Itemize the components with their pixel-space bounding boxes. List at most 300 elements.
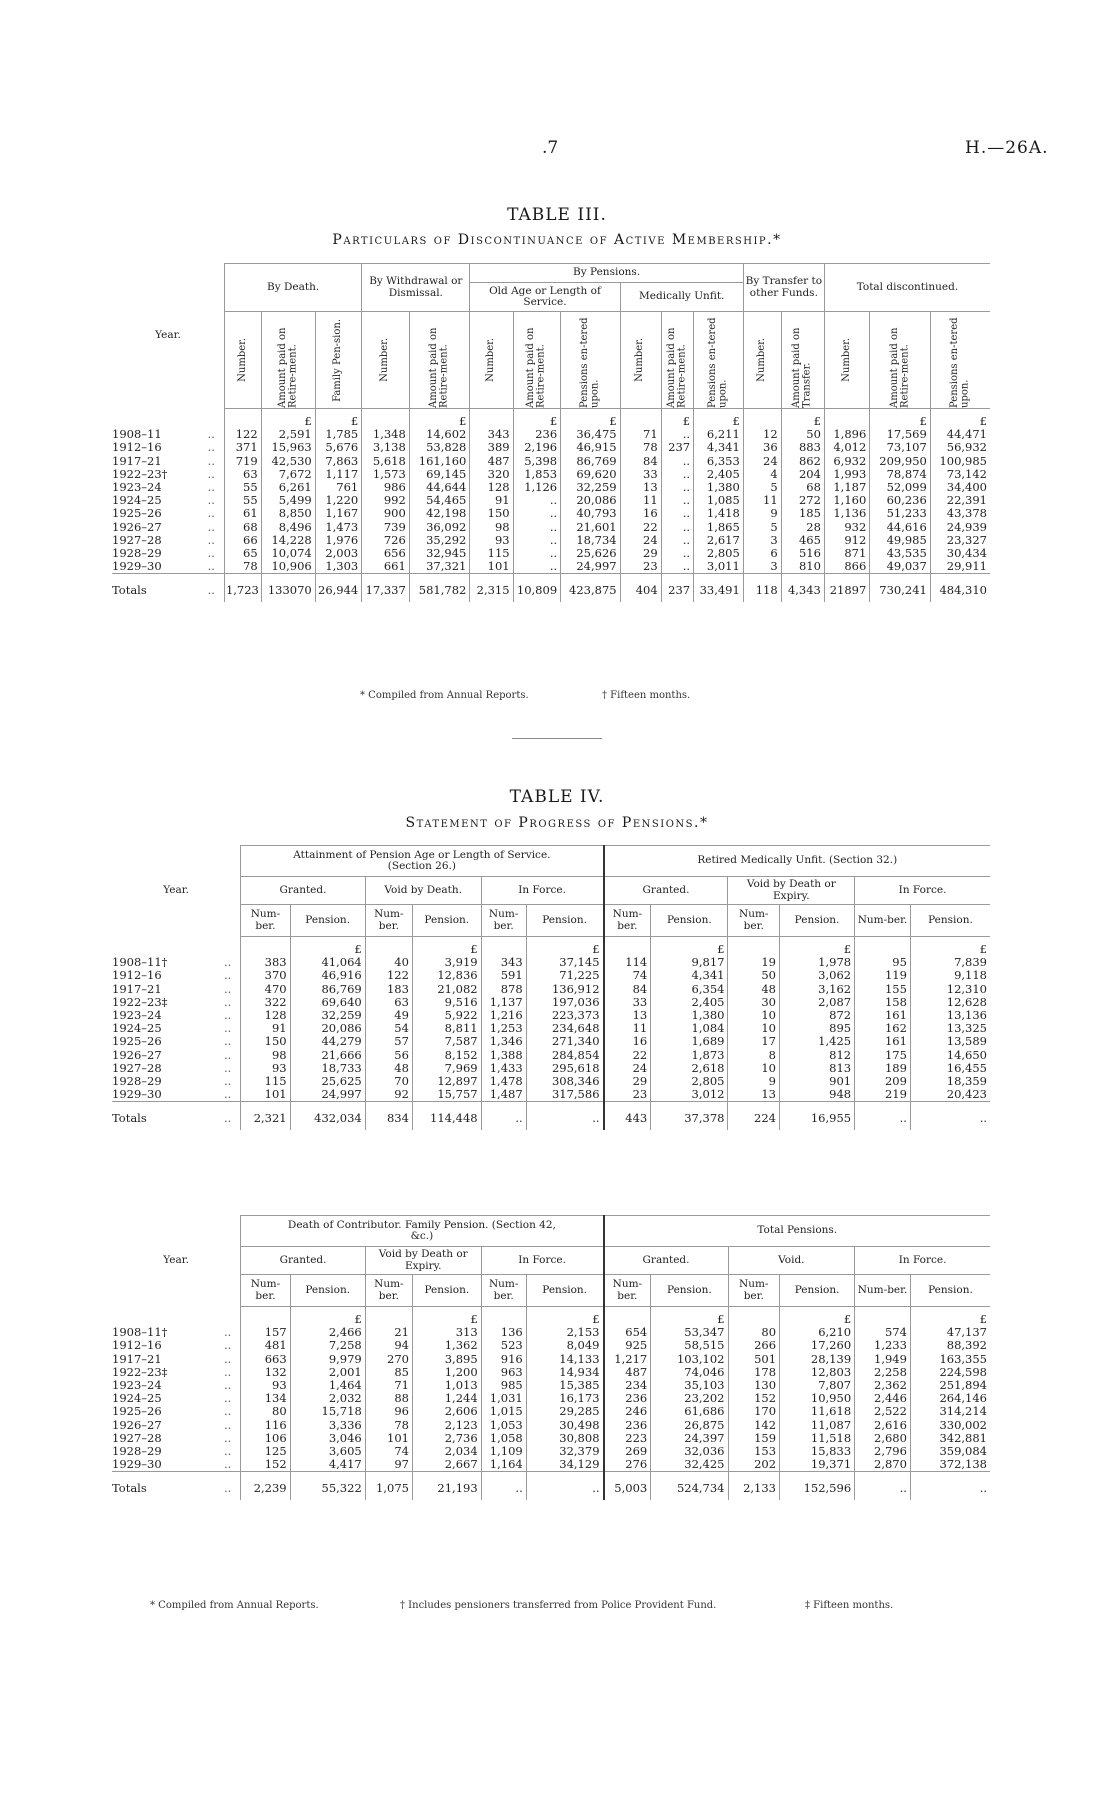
- table-cell: 236: [604, 1392, 651, 1405]
- row-dots-wrap: [224, 1339, 231, 1352]
- table-cell: 115: [470, 547, 513, 560]
- table-cell: 29: [604, 1075, 651, 1088]
- totals-label: Totals: [112, 1481, 147, 1496]
- table-cell: 1,136: [824, 507, 869, 520]
- table-cell: 114: [604, 956, 651, 969]
- table-cell: 11: [743, 494, 781, 507]
- table-row: [112, 1049, 990, 1062]
- row-year: [112, 1035, 241, 1048]
- table-cell: 159: [728, 1432, 780, 1445]
- table-cell: 1,109: [481, 1445, 526, 1458]
- table-cell: 43,378: [930, 507, 990, 520]
- table4-part1-col-header: Num-ber.: [365, 905, 412, 937]
- table-cell: 132: [241, 1366, 290, 1379]
- table-cell: 34,400: [930, 481, 990, 494]
- table-cell: 14,934: [526, 1366, 603, 1379]
- table4-part2-col-header: Pension.: [412, 1275, 481, 1307]
- table4-part1-col-header: Num-ber.: [241, 905, 290, 937]
- table-row: [112, 1379, 990, 1392]
- table-cell: 78: [365, 1419, 412, 1432]
- table-cell: 68: [781, 481, 824, 494]
- totals-leader-dots: ..: [223, 1481, 232, 1496]
- table-cell: 70: [365, 1075, 412, 1088]
- table-cell: 2,196: [513, 441, 561, 454]
- row-dots-wrap: [224, 1419, 231, 1432]
- table-cell: 719: [224, 455, 261, 468]
- table-cell: 10,906: [261, 560, 315, 574]
- table-cell: 656: [362, 547, 410, 560]
- table-cell: 871: [824, 547, 869, 560]
- table-cell: 116: [241, 1419, 290, 1432]
- pound-sign: [728, 1307, 780, 1327]
- table-cell: 269: [604, 1445, 651, 1458]
- row-year-label: 1908–11†: [112, 956, 168, 970]
- table4-part2-col-header: Num-ber.: [728, 1275, 780, 1307]
- table-cell: ..: [513, 560, 561, 574]
- table-cell: 2,032: [290, 1392, 365, 1405]
- pound-sign: [241, 937, 290, 957]
- table-cell: 29,911: [930, 560, 990, 574]
- table3-group-total: Total discontinued.: [824, 264, 990, 312]
- pound-sign: [604, 937, 651, 957]
- row-year: [112, 428, 224, 441]
- row-dots-wrap: [208, 521, 215, 534]
- table-cell: 2,870: [855, 1458, 911, 1472]
- table3-col-header-text: Family Pen-sion.: [332, 318, 344, 402]
- table-cell: 3: [743, 534, 781, 547]
- pound-sign: £: [870, 409, 931, 429]
- table-cell: 3,046: [290, 1432, 365, 1445]
- pound-sign: [224, 409, 261, 429]
- row-year-label: 1922–23‡: [112, 1365, 168, 1379]
- table-cell: 73,142: [930, 468, 990, 481]
- table-cell: 18,734: [561, 534, 620, 547]
- table-cell: 52,099: [870, 481, 931, 494]
- table-cell: 371: [224, 441, 261, 454]
- table-row: [112, 547, 990, 560]
- table-row: [112, 1062, 990, 1075]
- row-dots-wrap: [208, 547, 215, 560]
- table-cell: 1,220: [315, 494, 362, 507]
- table-cell: 17,260: [780, 1339, 855, 1352]
- table4-part1-col-header: Num-ber.: [855, 905, 911, 937]
- table-cell: 465: [781, 534, 824, 547]
- table-cell: 80: [241, 1405, 290, 1418]
- row-year-label: 1917–21: [112, 454, 162, 468]
- table-cell: 663: [241, 1353, 290, 1366]
- table-cell: 15,385: [526, 1379, 603, 1392]
- row-leader-dots: ..: [207, 428, 215, 442]
- table-cell: 21,082: [412, 983, 481, 996]
- table3-col-header-text: Amount paid on Retire-ment.: [525, 327, 547, 408]
- row-leader-dots: ..: [223, 1022, 232, 1036]
- totals-label: Totals: [112, 1111, 147, 1126]
- table-cell: 1,117: [315, 468, 362, 481]
- table-cell: 1,053: [481, 1419, 526, 1432]
- table-cell: 574: [855, 1326, 911, 1339]
- totals-dots-wrap: [224, 1112, 231, 1125]
- table-row: [112, 441, 990, 454]
- table-cell: 2,667: [412, 1458, 481, 1472]
- table-cell: 74,046: [651, 1366, 728, 1379]
- table4-part2-sub-header: Granted.: [241, 1247, 365, 1275]
- table-cell: 6,354: [651, 983, 728, 996]
- totals-cell: 152,596: [780, 1472, 855, 1500]
- table-cell: 236: [604, 1419, 651, 1432]
- pound-sign-row: [112, 937, 990, 957]
- table-cell: 152: [241, 1458, 290, 1472]
- table-cell: 36,475: [561, 428, 620, 441]
- totals-cell: 2,133: [728, 1472, 780, 1500]
- page-number: .7: [542, 138, 559, 158]
- table-cell: 246: [604, 1405, 651, 1418]
- table-cell: 101: [365, 1432, 412, 1445]
- totals-cell: 423,875: [561, 574, 620, 602]
- table-cell: 21: [365, 1326, 412, 1339]
- table-cell: 8,152: [412, 1049, 481, 1062]
- table-cell: 314,214: [910, 1405, 990, 1418]
- table3-group-transfer: By Transfer to other Funds.: [743, 264, 824, 312]
- table-cell: 12,803: [780, 1366, 855, 1379]
- table-cell: 7,839: [910, 956, 990, 969]
- table-cell: 4: [743, 468, 781, 481]
- table-cell: 24,397: [651, 1432, 728, 1445]
- table-cell: 68: [224, 521, 261, 534]
- table-cell: 115: [241, 1075, 290, 1088]
- table-cell: 100,985: [930, 455, 990, 468]
- table-row: [112, 969, 990, 982]
- table-cell: 916: [481, 1353, 526, 1366]
- table4-part1-col-header: Pension.: [526, 905, 603, 937]
- table-cell: 55: [224, 494, 261, 507]
- table-cell: 44,644: [409, 481, 470, 494]
- table-row: [112, 1035, 990, 1048]
- table-cell: 264,146: [910, 1392, 990, 1405]
- table-cell: 1,473: [315, 521, 362, 534]
- table-cell: 48: [365, 1062, 412, 1075]
- row-year-label: 1927–28: [112, 1061, 162, 1075]
- table-row: [112, 1022, 990, 1035]
- table-cell: 284,854: [526, 1049, 603, 1062]
- table-row: [112, 468, 990, 481]
- table-cell: 8,811: [412, 1022, 481, 1035]
- totals-cell: 484,310: [930, 574, 990, 602]
- table-cell: 122: [365, 969, 412, 982]
- table-cell: 71,225: [526, 969, 603, 982]
- row-year: [112, 521, 224, 534]
- totals-cell: 2,315: [470, 574, 513, 602]
- table3-year-header: Year.: [112, 264, 224, 409]
- row-leader-dots: ..: [223, 1009, 232, 1023]
- table-cell: 3,605: [290, 1445, 365, 1458]
- table4-part2-col-header: Pension.: [651, 1275, 728, 1307]
- row-year: [112, 1366, 241, 1379]
- table-cell: 2,591: [261, 428, 315, 441]
- table-row: [112, 1353, 990, 1366]
- table-cell: 1,380: [694, 481, 744, 494]
- table-cell: 74: [365, 1445, 412, 1458]
- table-cell: 23,327: [930, 534, 990, 547]
- table-cell: ..: [661, 468, 693, 481]
- table-cell: 1,015: [481, 1405, 526, 1418]
- row-year-label: 1923–24: [112, 1009, 162, 1023]
- table4-part1-col-header: Pension.: [651, 905, 728, 937]
- row-leader-dots: ..: [223, 1458, 232, 1472]
- table4-part2-col-header: Num-ber.: [855, 1275, 911, 1307]
- table-cell: 2,153: [526, 1326, 603, 1339]
- row-leader-dots: ..: [223, 1392, 232, 1406]
- table-row: [112, 1088, 990, 1102]
- row-year-label: 1924–25: [112, 494, 162, 508]
- table-cell: 56: [365, 1049, 412, 1062]
- row-year-label: 1922–23†: [112, 467, 168, 481]
- document-code: H.—26A.: [965, 138, 1049, 158]
- table-row: [112, 534, 990, 547]
- table-cell: 2,362: [855, 1379, 911, 1392]
- table-cell: 11: [620, 494, 661, 507]
- row-leader-dots: ..: [223, 1339, 232, 1353]
- pound-sign: £: [526, 937, 603, 957]
- table-cell: ..: [661, 534, 693, 547]
- pound-sign: [855, 937, 911, 957]
- table-cell: 49,037: [870, 560, 931, 574]
- table-cell: 53,347: [651, 1326, 728, 1339]
- table-cell: 158: [855, 996, 911, 1009]
- table-cell: 1,418: [694, 507, 744, 520]
- row-year-label: 1928–29: [112, 1445, 162, 1459]
- pound-sign: £: [780, 1307, 855, 1327]
- row-year-label: 1924–25: [112, 1392, 162, 1406]
- table-cell: 209,950: [870, 455, 931, 468]
- table-cell: 1,976: [315, 534, 362, 547]
- table-cell: 44,471: [930, 428, 990, 441]
- table-cell: 322: [241, 996, 290, 1009]
- table-cell: 343: [470, 428, 513, 441]
- table3-col-header: [224, 312, 261, 409]
- table-cell: 37,321: [409, 560, 470, 574]
- table-cell: 103,102: [651, 1353, 728, 1366]
- table-cell: 810: [781, 560, 824, 574]
- table-cell: 41,064: [290, 956, 365, 969]
- table-cell: 66: [224, 534, 261, 547]
- row-dots-wrap: [224, 1432, 231, 1445]
- table-cell: 2,466: [290, 1326, 365, 1339]
- table-cell: 270: [365, 1353, 412, 1366]
- table4-part1-col-header: Pension.: [290, 905, 365, 937]
- table-cell: 35,292: [409, 534, 470, 547]
- table4-part2-col-header: Num-ber.: [365, 1275, 412, 1307]
- row-dots-wrap: [224, 1062, 231, 1075]
- row-year: [112, 494, 224, 507]
- pound-sign: [365, 1307, 412, 1327]
- table-cell: 224,598: [910, 1366, 990, 1379]
- totals-cell: 21,193: [412, 1472, 481, 1500]
- table-cell: 40,793: [561, 507, 620, 520]
- table-cell: 10,074: [261, 547, 315, 560]
- table3-group-death: By Death.: [224, 264, 361, 312]
- table-cell: 34,129: [526, 1458, 603, 1472]
- row-dots-wrap: [224, 1022, 231, 1035]
- table-cell: 2,446: [855, 1392, 911, 1405]
- row-year-label: 1927–28: [112, 533, 162, 547]
- row-leader-dots: ..: [223, 982, 232, 996]
- table-cell: 32,945: [409, 547, 470, 560]
- table-cell: 30,808: [526, 1432, 603, 1445]
- row-dots-wrap: [208, 494, 215, 507]
- row-dots-wrap: [208, 428, 215, 441]
- table-cell: 2,001: [290, 1366, 365, 1379]
- table-cell: 101: [241, 1088, 290, 1102]
- pound-row-spacer: [112, 409, 224, 429]
- table-cell: 11,618: [780, 1405, 855, 1418]
- table-cell: 16,173: [526, 1392, 603, 1405]
- table-cell: 516: [781, 547, 824, 560]
- table3-subtitle: Particulars of Discontinuance of Active Membership.*: [332, 232, 782, 248]
- table-row: [112, 1392, 990, 1405]
- table-cell: ..: [661, 455, 693, 468]
- totals-cell: ..: [481, 1102, 526, 1130]
- table-cell: ..: [661, 494, 693, 507]
- table-cell: ..: [661, 481, 693, 494]
- table4-part2-col-header: Pension.: [910, 1275, 990, 1307]
- table-row: [112, 428, 990, 441]
- row-dots-wrap: [224, 1035, 231, 1048]
- table-cell: 6,353: [694, 455, 744, 468]
- totals-row: [112, 574, 990, 602]
- table-cell: 25,625: [290, 1075, 365, 1088]
- row-dots-wrap: [208, 455, 215, 468]
- table4-subtitle: Statement of Progress of Pensions.*: [405, 815, 709, 831]
- totals-cell: 432,034: [290, 1102, 365, 1130]
- table-cell: 128: [470, 481, 513, 494]
- table-cell: 23: [620, 560, 661, 574]
- table-cell: 29: [620, 547, 661, 560]
- table-cell: 912: [824, 534, 869, 547]
- table-cell: 28,139: [780, 1353, 855, 1366]
- table-row: [112, 1432, 990, 1445]
- table3-col-header-text: Amount paid on Retire-ment.: [665, 327, 688, 408]
- pound-sign: [362, 409, 410, 429]
- table-cell: 44,616: [870, 521, 931, 534]
- pound-sign: £: [412, 1307, 481, 1327]
- table-cell: 223,373: [526, 1009, 603, 1022]
- table-cell: 1,031: [481, 1392, 526, 1405]
- table-cell: 161,160: [409, 455, 470, 468]
- pound-sign: £: [513, 409, 561, 429]
- table-cell: 98: [470, 521, 513, 534]
- table-cell: 44,279: [290, 1035, 365, 1048]
- table-cell: 2,123: [412, 1419, 481, 1432]
- table-cell: 162: [855, 1022, 911, 1035]
- table-cell: 2,618: [651, 1062, 728, 1075]
- pound-sign: £: [261, 409, 315, 429]
- table-cell: 1,164: [481, 1458, 526, 1472]
- table-row: [112, 1458, 990, 1472]
- table-cell: 3,162: [779, 983, 854, 996]
- table3-group-old-age: Old Age or Length of Service.: [470, 283, 620, 312]
- table4-part1: [112, 845, 990, 1130]
- row-leader-dots: ..: [223, 1035, 232, 1049]
- row-dots-wrap: [224, 1326, 231, 1339]
- row-year: [112, 507, 224, 520]
- table-cell: 372,138: [910, 1458, 990, 1472]
- table-cell: 155: [855, 983, 911, 996]
- table-cell: 234: [604, 1379, 651, 1392]
- table-cell: 591: [481, 969, 526, 982]
- table-cell: 91: [241, 1022, 290, 1035]
- table-cell: 3,011: [694, 560, 744, 574]
- row-leader-dots: ..: [207, 547, 215, 561]
- table3-col-header-text: Amount paid on Transfer.: [791, 327, 813, 408]
- row-year-label: 1923–24: [112, 1379, 162, 1393]
- table-cell: 308,346: [526, 1075, 603, 1088]
- table-cell: 5: [743, 481, 781, 494]
- row-leader-dots: ..: [207, 467, 215, 481]
- row-leader-dots: ..: [223, 1431, 232, 1445]
- table-cell: 1,478: [481, 1075, 526, 1088]
- table-cell: 55: [224, 481, 261, 494]
- table4-part2-col-header: Pension.: [290, 1275, 365, 1307]
- table-cell: 86,769: [290, 983, 365, 996]
- table-cell: 219: [855, 1088, 911, 1102]
- totals-cell: 4,343: [781, 574, 824, 602]
- table-cell: ..: [661, 507, 693, 520]
- table-cell: 73,107: [870, 441, 931, 454]
- totals-cell: 224: [728, 1102, 780, 1130]
- table4-footnote-1: * Compiled from Annual Reports.: [150, 1600, 319, 1611]
- table-row: [112, 1339, 990, 1352]
- table-cell: 883: [781, 441, 824, 454]
- table-cell: 12,897: [412, 1075, 481, 1088]
- table-cell: 1,433: [481, 1062, 526, 1075]
- table4-part2-col-header: Num-ber.: [241, 1275, 290, 1307]
- table-cell: 2,805: [694, 547, 744, 560]
- table-cell: 223: [604, 1432, 651, 1445]
- table-cell: 932: [824, 521, 869, 534]
- table-cell: 84: [620, 455, 661, 468]
- table-cell: 1,013: [412, 1379, 481, 1392]
- table-cell: 24,997: [561, 560, 620, 574]
- table-cell: 1,865: [694, 521, 744, 534]
- table-cell: 5,676: [315, 441, 362, 454]
- pound-sign: £: [561, 409, 620, 429]
- table-cell: 2,805: [651, 1075, 728, 1088]
- table-cell: 501: [728, 1353, 780, 1366]
- row-year-label: 1912–16: [112, 1339, 162, 1353]
- table-cell: 5,922: [412, 1009, 481, 1022]
- row-year-label: 1926–27: [112, 1418, 162, 1432]
- table-cell: 872: [779, 1009, 854, 1022]
- table-cell: 236: [513, 428, 561, 441]
- totals-cell: 10,809: [513, 574, 561, 602]
- totals-cell: 55,322: [290, 1472, 365, 1500]
- pound-sign: £: [526, 1307, 603, 1327]
- table-cell: 17,569: [870, 428, 931, 441]
- table-cell: 58,515: [651, 1339, 728, 1352]
- table-cell: 276: [604, 1458, 651, 1472]
- table-cell: 1,362: [412, 1339, 481, 1352]
- table-cell: ..: [513, 534, 561, 547]
- table-cell: 63: [224, 468, 261, 481]
- table-cell: 61,686: [651, 1405, 728, 1418]
- table-cell: 69,145: [409, 468, 470, 481]
- table-cell: 330,002: [910, 1419, 990, 1432]
- totals-cell: 1,723: [224, 574, 261, 602]
- table-cell: 69,620: [561, 468, 620, 481]
- table4-title: TABLE IV.: [509, 787, 605, 807]
- table4-footnote-2: † Includes pensioners transferred from Police Provident Fund.: [400, 1600, 717, 1611]
- row-year: [112, 481, 224, 494]
